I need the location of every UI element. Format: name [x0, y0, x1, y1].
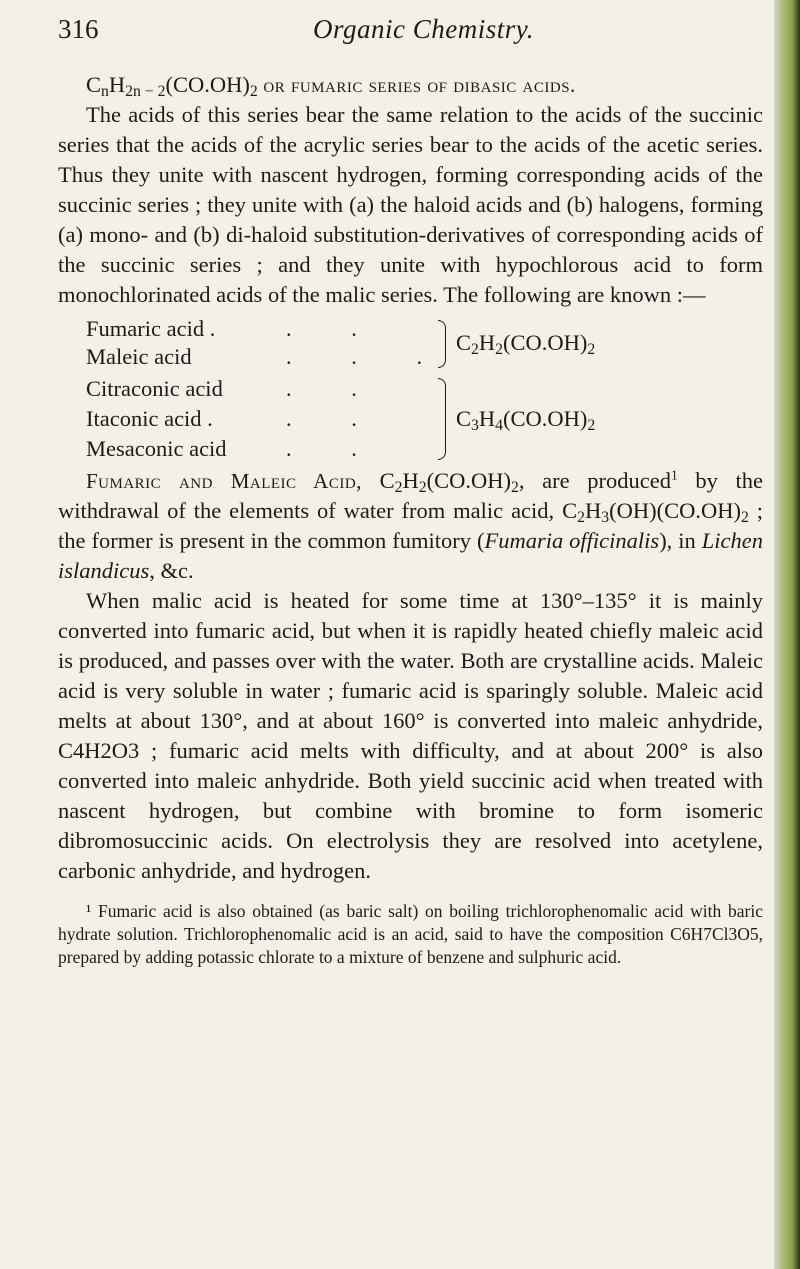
leader-dots: . . .	[286, 344, 450, 369]
section-title: or fumaric series of dibasic acids.	[263, 73, 576, 97]
formula-group2: $C_3H_4(CO.OH)_2$	[456, 406, 596, 434]
acid-name: Maleic acid	[86, 344, 192, 369]
subsection-heading: Fumaric and Maleic Acid,	[86, 469, 362, 493]
acid-name: Citraconic acid	[86, 376, 223, 401]
page-body	[58, 70, 763, 969]
acid-name: Itaconic acid .	[86, 406, 213, 431]
section-heading: $C_nH_{2n - 2}(CO.OH)_2$ or fumaric series of dibasic acids.	[86, 72, 576, 100]
paragraph-fumaric-maleic: Fumaric and Maleic Acid, $C_2H_2(CO.OH)_2$, are produced$^1$ by the withdrawal of the elements of water from malic acid, $C_2H_3(OH)(CO.OH)_2$ ; the former is present in the common fumitory (Fumaria officinalis), in Lichen islandicus, &c.	[58, 467, 764, 583]
running-title: Organic Chemistry.	[313, 14, 534, 44]
leader-dots: . .	[286, 406, 384, 431]
page-header	[58, 14, 758, 58]
page-number: 316	[58, 14, 99, 44]
brace-group2	[438, 378, 446, 460]
leader-dots: . .	[286, 376, 384, 401]
leader-dots: . .	[286, 316, 384, 341]
footnote-marker[interactable]: 1	[670, 467, 678, 483]
leader-dots: . .	[286, 436, 384, 461]
paragraph-intro: The acids of this series bear the same relation to the acids of the succinic series that the acids of the acrylic series bear to the acids of the acetic series. Thus they unite with nascent hydrogen, forming corresponding acids of the succinic series ; they unite with (a) the haloid acids and (b) halogens, forming (a) mono- and (b) di-haloid substitution-derivatives of corresponding acids of the succinic series ; and they unite with hypochlorous acid to form monochlorinated acids of the malic series. The following are known :—	[58, 102, 763, 307]
acid-name: Mesaconic acid	[86, 436, 227, 461]
acid-name: Fumaric acid .	[86, 316, 216, 341]
paragraph-malic-heating: When malic acid is heated for some time at 130°–135° it is mainly converted into fumaric acid, but when it is rapidly heated chiefly maleic acid is produced, and passes over with the water. Both are crystalline acids. Maleic acid is very soluble in water ; fumaric acid is sparingly soluble. Maleic acid melts at about 130°, and at about 160° is converted into maleic anhydride, C4H2O3 ; fumaric acid melts with difficulty, and at about 200° is also converted into maleic anhydride. Both yield succinic acid when treated with nascent hydrogen, but combine with bromine to form isomeric dibromosuccinic acids. On electrolysis they are resolved into acetylene, carbonic anhydride, and hydrogen.	[58, 588, 763, 883]
footnote: ¹ Fumaric acid is also obtained (as baric salt) on boiling trichlorophenomalic acid with baric hydrate solution. Trichlorophenomalic acid is an acid, said to have the composition C6H7Cl3O5, prepared by adding potassic chlorate to a mixture of benzene and sulphuric acid.	[58, 901, 763, 967]
acid-table	[58, 312, 763, 466]
brace-group1	[438, 320, 446, 368]
page-edge-shadow	[774, 0, 800, 1269]
formula-group1: $C_2H_2(CO.OH)_2$	[456, 330, 596, 358]
